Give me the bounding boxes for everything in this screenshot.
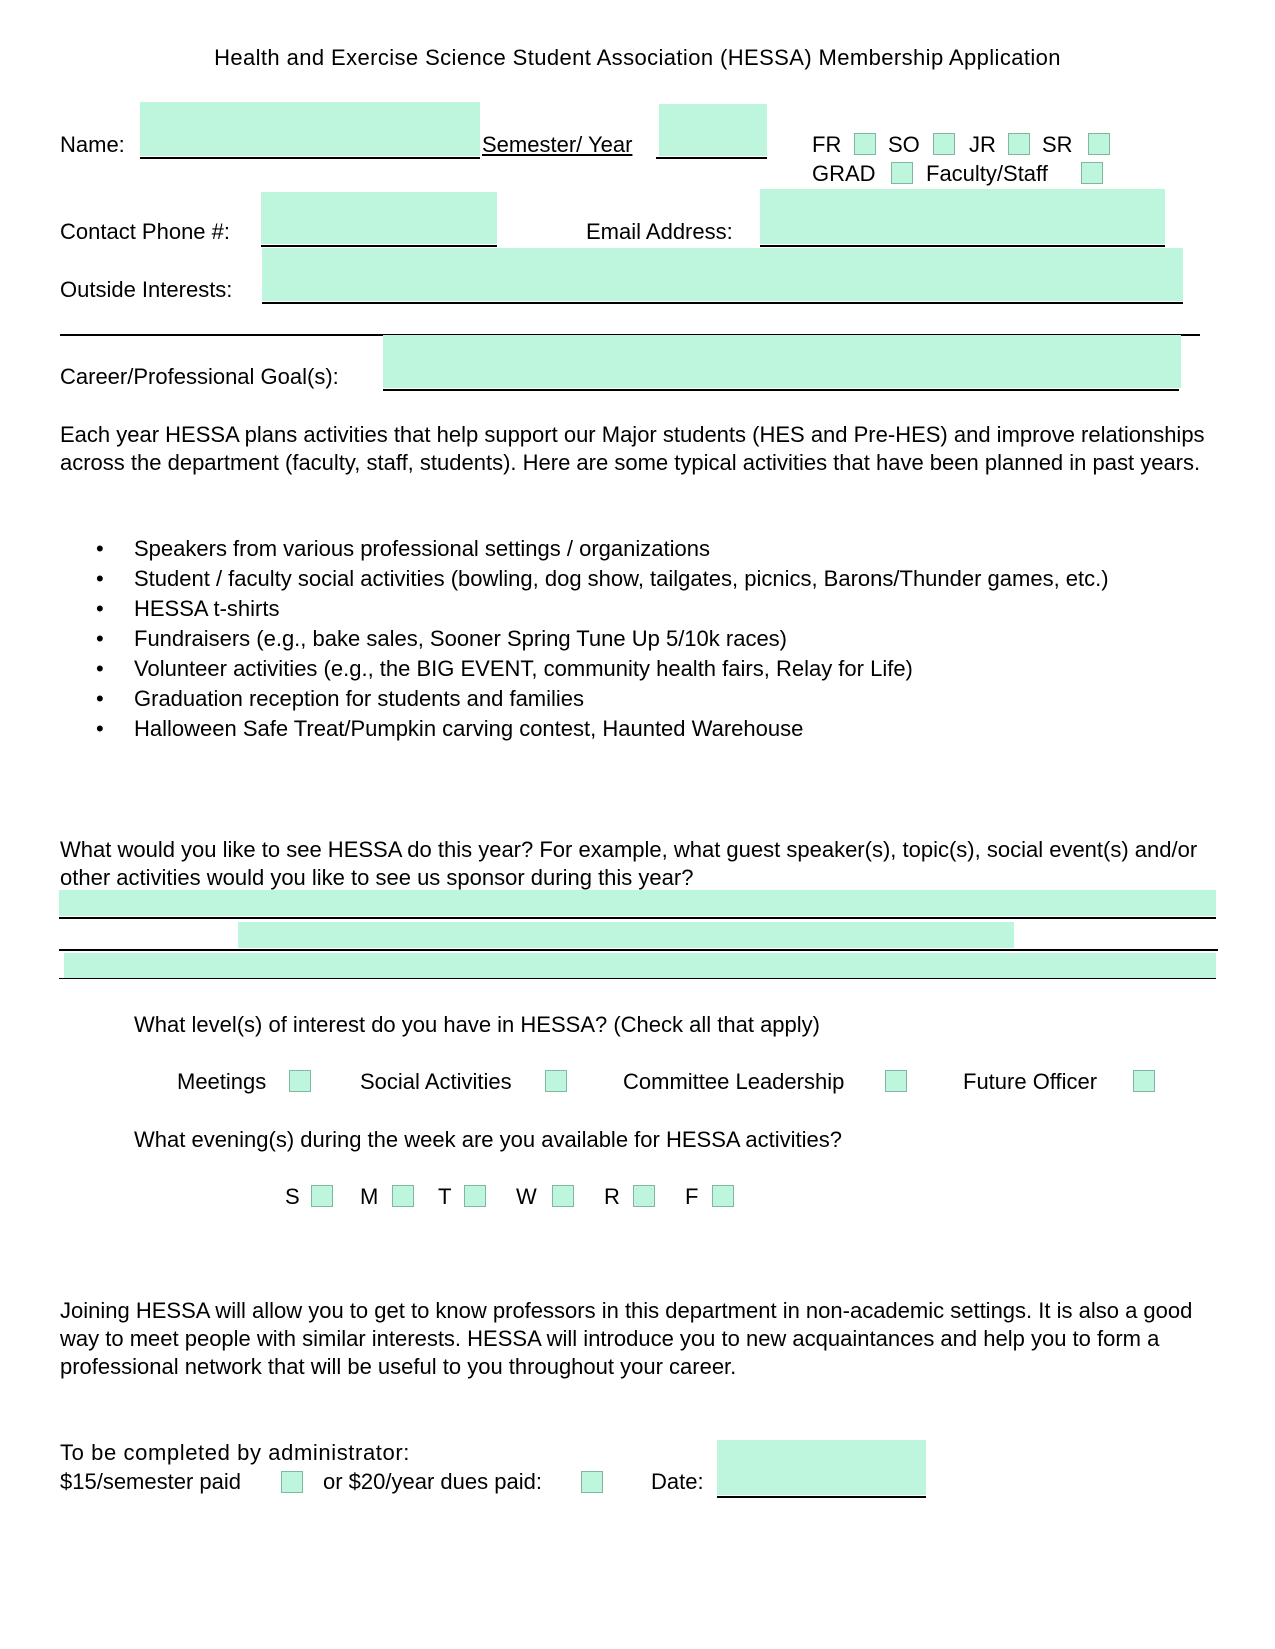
class-option-grad: GRAD [812,161,876,186]
contact-phone-field[interactable] [261,192,497,244]
year-paid-checkbox[interactable] [581,1471,603,1493]
interest-option-social: Social Activities [360,1069,512,1094]
evening-option-r: R [604,1184,620,1209]
evening-option-m: M [360,1184,379,1209]
evening-question: What evening(s) during the week are you available for HESSA activities? [134,1127,843,1152]
class-option-so: SO [888,132,920,157]
evening-r-checkbox[interactable] [633,1185,655,1207]
class-so-checkbox[interactable] [933,133,955,155]
class-fr-checkbox[interactable] [854,133,876,155]
evening-w-checkbox[interactable] [552,1185,574,1207]
class-grad-checkbox[interactable] [891,162,913,184]
list-item: • Graduation reception for students and families [96,686,585,711]
suggestion-field-line-2[interactable] [238,922,1014,948]
name-field[interactable] [140,102,480,156]
class-option-jr: JR [969,132,996,157]
class-faculty-staff-checkbox[interactable] [1081,162,1103,184]
intro-paragraph: Each year HESSA plans activities that help support our Major students (HES and Pre-HES) and improve relationships across the department (faculty, staff, students). Here are some typical activities that have been planned in past years. [60,422,1205,475]
page-title: Health and Exercise Science Student Association (HESSA) Membership Application [214,45,1061,70]
list-item: • Halloween Safe Treat/Pumpkin carving contest, Haunted Warehouse [96,716,804,741]
class-option-sr: SR [1042,132,1073,157]
evening-t-checkbox[interactable] [464,1185,486,1207]
name-label: Name: [60,132,125,157]
evening-option-t: T [438,1184,452,1209]
year-paid-label: or $20/year dues paid: [323,1469,542,1494]
list-item: • HESSA t-shirts [96,596,280,621]
email-field[interactable] [760,189,1165,244]
semester-paid-label: $15/semester paid [60,1469,241,1494]
list-item: • Volunteer activities (e.g., the BIG EVENT, community health fairs, Relay for Life) [96,656,913,681]
evening-option-f: F [685,1184,699,1209]
list-item: • Student / faculty social activities (bowling, dog show, tailgates, picnics, Barons/Thunder games, etc.) [96,566,1109,591]
career-goals-label: Career/Professional Goal(s): [60,364,339,389]
email-label: Email Address: [586,219,733,244]
closing-paragraph: Joining HESSA will allow you to get to know professors in this department in non-academic settings. It is also a good way to meet people with similar interests. HESSA will introduce you to new acquaintances and help you to form a professional network that will be useful to you throughout your career. [60,1298,1193,1379]
admin-heading: To be completed by administrator: [60,1440,410,1465]
evening-f-checkbox[interactable] [712,1185,734,1207]
evening-option-w: W [516,1184,537,1209]
class-option-fr: FR [812,132,842,157]
interest-option-meetings: Meetings [177,1069,267,1094]
career-goals-field[interactable] [383,335,1181,388]
class-jr-checkbox[interactable] [1008,133,1030,155]
list-item: • Speakers from various professional settings / organizations [96,536,710,561]
interest-officer-checkbox[interactable] [1133,1070,1155,1092]
evening-option-s: S [285,1184,300,1209]
class-option-faculty-staff: Faculty/Staff [926,161,1048,186]
activities-list [96,535,1216,745]
suggestion-field-line-3[interactable] [64,953,1216,979]
semester-year-field[interactable] [659,104,767,156]
date-label: Date: [651,1469,704,1494]
evening-s-checkbox[interactable] [311,1185,333,1207]
semester-year-label: Semester/ Year [482,132,633,157]
outside-interests-label: Outside Interests: [60,277,233,302]
evening-m-checkbox[interactable] [392,1185,414,1207]
class-sr-checkbox[interactable] [1088,133,1110,155]
interest-question: What level(s) of interest do you have in HESSA? (Check all that apply) [134,1012,820,1037]
semester-paid-checkbox[interactable] [281,1471,303,1493]
suggestion-question: What would you like to see HESSA do this year? For example, what guest speaker(s), topic(s), social event(s) and/or other activities would you like to see us sponsor during this year? [60,837,1198,890]
contact-phone-label: Contact Phone #: [60,219,231,244]
suggestion-field-line-1[interactable] [59,890,1216,916]
list-item: • Fundraisers (e.g., bake sales, Sooner Spring Tune Up 5/10k races) [96,626,788,651]
outside-interests-field[interactable] [262,248,1183,301]
interest-option-officer: Future Officer [963,1069,1098,1094]
interest-meetings-checkbox[interactable] [289,1070,311,1092]
interest-option-committee: Committee Leadership [623,1069,845,1094]
date-field[interactable] [717,1440,926,1495]
interest-committee-checkbox[interactable] [885,1070,907,1092]
interest-social-checkbox[interactable] [545,1070,567,1092]
